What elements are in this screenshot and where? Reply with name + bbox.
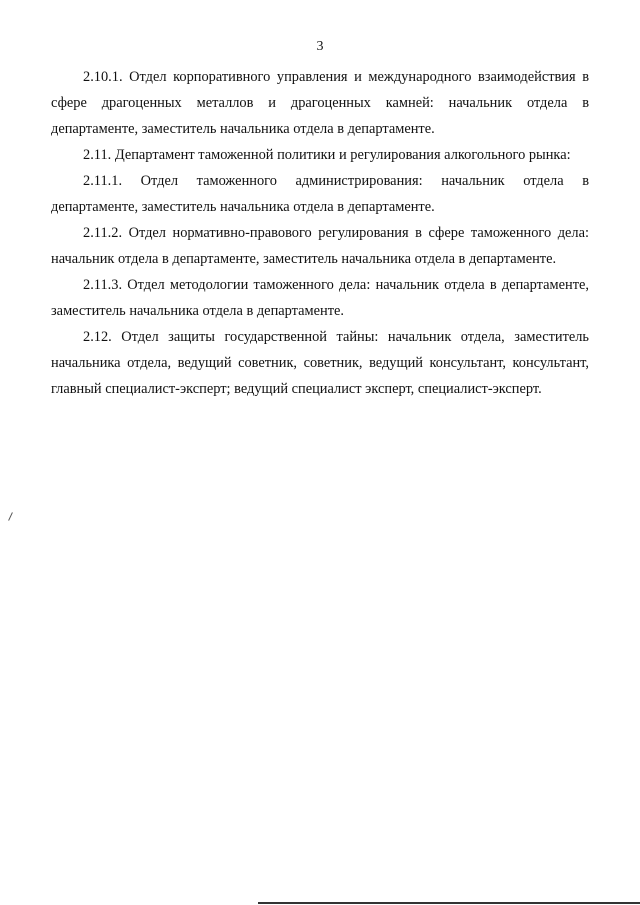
scan-artifact-mark <box>8 512 13 521</box>
paragraph-2-11: 2.11. Департамент таможенной политики и регулирования алкогольного рынка: <box>83 147 571 163</box>
document-body <box>51 64 589 402</box>
paragraph-2-12: 2.12. Отдел защиты государственной тайны: начальник отдела, заместитель начальника отдела, ведущий советник, советник, ведущий консультант, консультант, главный специалист-эксперт; ведущий специалист эксперт, специалист-эксперт. <box>51 329 589 397</box>
scan-bottom-edge-line <box>258 902 640 904</box>
paragraph-2-11-1: 2.11.1. Отдел таможенного администрирования: начальник отдела в департаменте, заместитель начальника отдела в департаменте. <box>51 173 589 215</box>
page-number: 3 <box>316 39 324 54</box>
paragraph-2-11-2: 2.11.2. Отдел нормативно-правового регулирования в сфере таможенного дела: начальник отдела в департаменте, заместитель начальника отдела в департаменте. <box>51 225 589 267</box>
paragraph-2-10-1: 2.10.1. Отдел корпоративного управления и международного взаимодействия в сфере драгоценных металлов и драгоценных камней: начальник отдела в департаменте, заместитель начальника отдела в департаменте. <box>51 69 589 137</box>
paragraph-2-11-3: 2.11.3. Отдел методологии таможенного дела: начальник отдела в департаменте, заместитель начальника отдела в департаменте. <box>51 277 589 319</box>
